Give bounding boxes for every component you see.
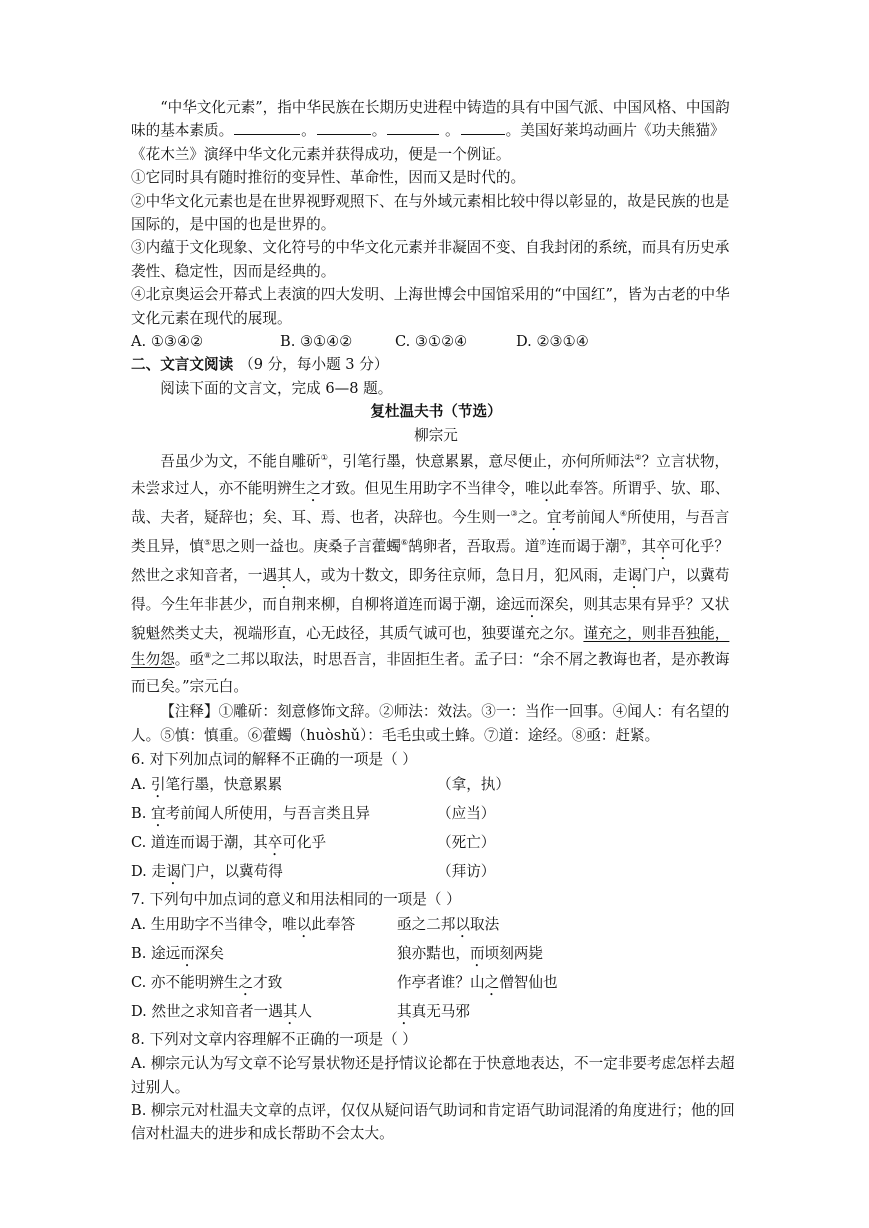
q5-options — [131, 330, 741, 353]
note-ref: ⑦ — [619, 537, 627, 547]
dotted-word: 以 — [296, 916, 312, 934]
option-text: A. 生用助字不当律令，唯 — [131, 916, 297, 934]
q5-option-b[interactable]: B. ③①④② — [280, 333, 353, 351]
note-ref: ③ — [510, 508, 518, 518]
option-text: 狼亦黠也， — [397, 945, 470, 963]
passage-text: 鹄卵者，吾取焉。道 — [408, 537, 540, 555]
q5-intro-text: “中华文化元素”，指中华民族在长期历史进程中铸造的具有中国气派、中国风格、中国韵味的基本素质。 — [131, 99, 730, 140]
dotted-word: 谒 — [166, 863, 181, 881]
notes-text: ①雕斫：刻意修饰文辞。②师法：效法。③一：当作一回事。④闻人：有名望的人。⑤慎：慎重。⑥藿蠋（huòshǔ）：毛毛虫或土蜂。⑦道：途经。⑧亟：赶紧。 — [131, 703, 730, 745]
option-text: 才致 — [253, 974, 283, 992]
passage-text: 考前闻人 — [561, 508, 620, 526]
note-ref: ② — [634, 453, 642, 463]
note-ref: ⑤ — [203, 537, 212, 547]
passage-text: ，引笔行墨，快意累累，意尽便止，亦何所师法 — [327, 453, 635, 471]
q5-intro — [131, 96, 741, 166]
option-text: 人 — [297, 1003, 313, 1021]
q5-intro-tail: 。美国好莱坞动画片《功夫熊猫》《花木兰》演绎中华文化元素并获得成功，便是一个例证。 — [131, 122, 725, 163]
option-gloss: （拜访） — [437, 863, 496, 881]
passage-text: 所使用，与吾言类且异，慎 — [131, 508, 730, 555]
answer-blank[interactable] — [461, 120, 505, 135]
dotted-word: 以 — [455, 916, 470, 934]
option-text: C. 亦不能明辨生 — [131, 974, 239, 992]
passage-title: 复杜温夫书（节选） — [370, 403, 502, 421]
passage-text: 人，或为十数文，即务往京师，急日月，犯风雨，走 — [291, 566, 628, 584]
dotted-word: 其 — [282, 1003, 298, 1021]
option-text: 考前闻人所使用，与吾言类且异 — [165, 805, 370, 823]
option-gloss: （应当） — [437, 805, 496, 823]
answer-blank[interactable] — [317, 120, 371, 135]
option-text: 可化乎 — [282, 834, 327, 852]
q6-option[interactable] — [131, 859, 741, 888]
passage-text: 门户，以冀苟得。今生年非甚少，而自荆来柳，自柳将道连而谒于潮，途远 — [131, 566, 730, 613]
notes-label: 【注释】 — [160, 703, 219, 721]
q5-sep: 。 — [440, 122, 460, 140]
note-ref: ⑧ — [204, 651, 212, 661]
dotted-word: 引 — [150, 776, 166, 794]
option-text: B. — [131, 805, 152, 823]
dotted-word: 其 — [397, 1003, 412, 1021]
q5-item: ③内蕴于文化现象、文化符号的中华文化元素并非凝固不变、自我封闭的系统，而具有历史承袭性、稳定性，因而是经典的。 — [131, 239, 730, 280]
option-text: 亟之二邦 — [397, 916, 456, 934]
option-text: C. 道连而谒于潮，其 — [131, 834, 268, 852]
dotted-word: 之 — [306, 479, 321, 497]
dotted-word: 卒 — [655, 537, 671, 555]
passage-text: 深矣，则其志果有异乎？又状貌魁然类丈夫，视端形直，心无歧径，其质气诚可也，独要谨充之尔。 — [131, 595, 730, 642]
passage-text: 连而谒于潮 — [546, 537, 620, 555]
q7-option[interactable] — [131, 970, 741, 999]
q5-item: ④北京奥运会开幕式上表演的四大发明、上海世博会中国馆采用的“中国红”，皆为古老的中华文化元素在现代的展现。 — [131, 286, 730, 327]
section-instruction: 阅读下面的文言文，完成 6—8 题。 — [160, 379, 393, 397]
exam-page — [131, 96, 741, 1146]
q5-option-d[interactable]: D. ②③①④ — [516, 333, 589, 351]
answer-blank[interactable] — [387, 120, 439, 135]
dotted-word: 而 — [180, 945, 195, 963]
dotted-word: 以 — [539, 479, 555, 497]
q5-sep: 。 — [301, 122, 316, 140]
option-text: 僧智仙也 — [499, 974, 558, 992]
dotted-word: 宜 — [151, 805, 166, 823]
note-ref: ⑦ — [539, 537, 547, 547]
option-text: 笔行墨，快意累累 — [165, 776, 283, 794]
passage-text: 。亟 — [174, 651, 204, 669]
option-text: 取法 — [470, 916, 500, 934]
q7-stem: 7. 下列句中加点词的意义和用法相同的一项是（ ） — [131, 891, 461, 909]
option-text: 门户，以冀苟得 — [180, 863, 283, 881]
option-text: 深矣 — [194, 945, 225, 963]
q8-option-a[interactable]: A. 柳宗元认为写文章不论写景状物还是抒情议论都在于快意地表达，不一定非要考虑怎样去超过别人。 — [131, 1055, 735, 1096]
q5-option-a[interactable]: A. ①③④② — [131, 333, 204, 351]
q7-option[interactable] — [131, 912, 741, 941]
option-text: D. 走 — [131, 863, 167, 881]
q5-item: ②中华文化元素也是在世界视野观照下、在与外域元素相比较中得以彰显的，故是民族的也是国际的，是中国的也是世界的。 — [131, 192, 730, 234]
note-ref: ④ — [619, 508, 627, 518]
option-text: D. 然世之求知音者一遇 — [131, 1003, 283, 1021]
underlined-sentence: 谨充之，则非吾独能，生勿怨 — [131, 624, 730, 669]
passage-text: 之。 — [517, 508, 547, 526]
dotted-word: 之 — [484, 974, 500, 992]
option-text: A. — [131, 776, 151, 794]
option-gloss: （拿，执） — [437, 776, 510, 794]
dotted-word: 其 — [276, 566, 292, 584]
passage-text: 之二邦以取法，时思吾言，非固拒生者。孟子曰：“余不屑之教诲也者，是亦教诲而已矣。”宗元白。 — [131, 651, 730, 695]
q5-sep: 。 — [371, 122, 387, 140]
option-gloss: （死亡） — [437, 834, 496, 852]
section-heading-text: 二、文言文阅读 — [131, 356, 234, 374]
passage-text: 吾虽少为文，不能自雕斫 — [160, 453, 321, 471]
q5-item: ①它同时具有随时推衍的变异性、革命性，因而又是时代的。 — [131, 169, 526, 187]
dotted-word: 卒 — [267, 834, 283, 852]
q7-option[interactable] — [131, 999, 741, 1028]
passage-text: 思之则一益也。庚桑子言藿蠋 — [211, 537, 401, 555]
option-text: B. 途远 — [131, 945, 181, 963]
notes — [131, 700, 741, 748]
q8-stem: 8. 下列对文章内容理解不正确的一项是（ ） — [131, 1031, 417, 1049]
note-ref: ⑥ — [400, 537, 409, 547]
dotted-word: 宜 — [546, 508, 562, 526]
q7-option[interactable] — [131, 941, 741, 970]
passage-text: 可化乎？然世之求知音者，一遇 — [131, 537, 729, 584]
section-score: （9 分，每小题 3 分） — [239, 356, 389, 374]
section-heading — [131, 353, 741, 376]
option-text: 真无马邪 — [411, 1003, 470, 1021]
note-ref: ① — [320, 453, 328, 463]
passage-text: ，其 — [626, 537, 656, 555]
q6-option[interactable] — [131, 830, 741, 859]
dotted-word: 而 — [525, 595, 540, 613]
option-text: 顷刻两毙 — [484, 945, 543, 963]
q6-option[interactable] — [131, 772, 741, 801]
answer-blank[interactable] — [234, 120, 300, 135]
passage-text: 才致。但见生用助字不当律令，唯 — [320, 479, 540, 497]
q6-option[interactable] — [131, 801, 741, 830]
option-text: 此奉答 — [311, 916, 356, 934]
option-text: 作亭者谁？山 — [397, 974, 485, 992]
dotted-word: 谒 — [627, 566, 642, 584]
q6-stem: 6. 对下列加点词的解释不正确的一项是（ ） — [131, 751, 417, 769]
passage-text: 此奉答。所谓乎、欤、耶、哉、夫者，疑辞也；矣、耳、焉、也者，决辞也。今生则一 — [131, 479, 730, 526]
q8-option-b[interactable]: B. 柳宗元对杜温夫文章的点评，仅仅从疑问语气助词和肯定语气助词混淆的角度进行；他的回信对杜温夫的进步和成长帮助不会太大。 — [131, 1101, 735, 1143]
passage-text: ？立言状物，未尝求过人，亦不能明辨生 — [131, 453, 730, 497]
q5-option-c[interactable]: C. ③①②④ — [395, 333, 468, 351]
dotted-word: 而 — [469, 945, 485, 963]
passage-body — [131, 449, 741, 700]
dotted-word: 之 — [238, 974, 254, 992]
passage-author: 柳宗元 — [414, 426, 458, 444]
